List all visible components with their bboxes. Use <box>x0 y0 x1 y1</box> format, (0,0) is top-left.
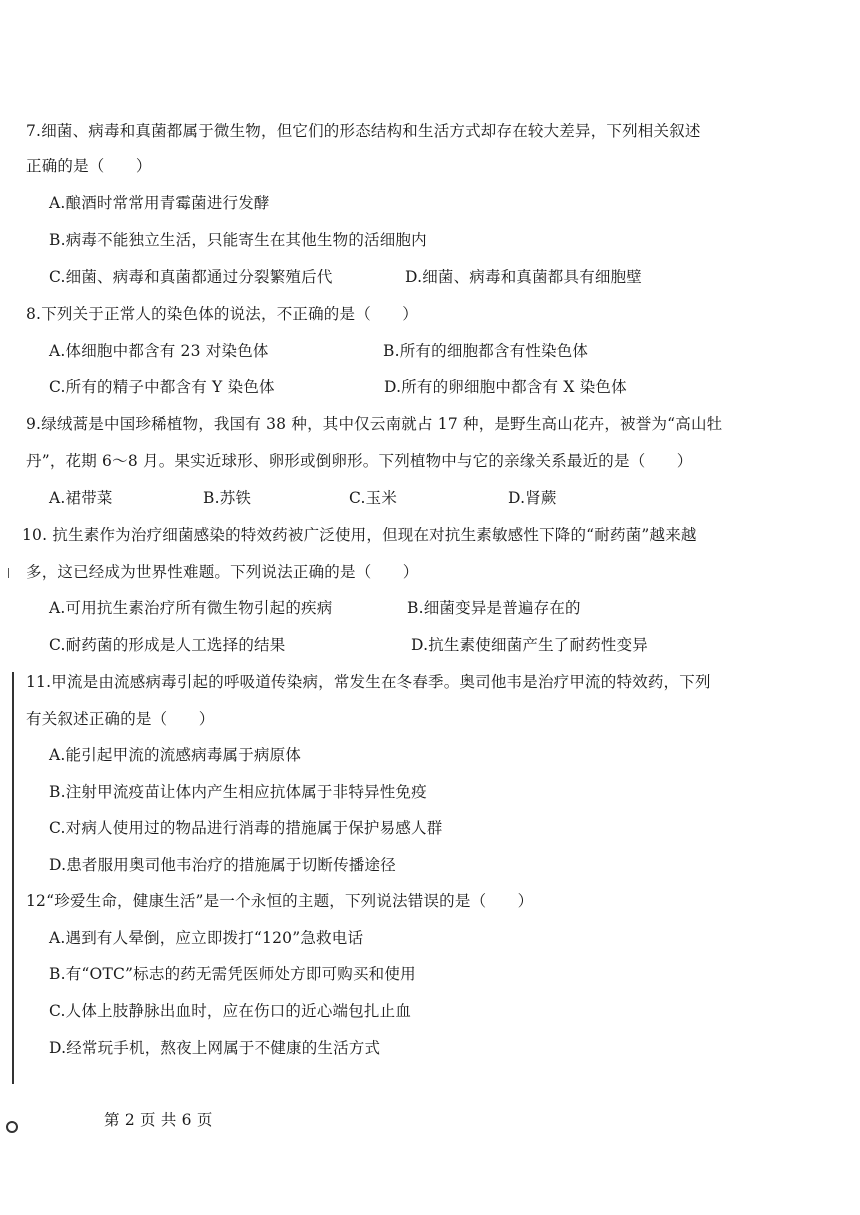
q11-option-d: D.患者服用奥司他韦治疗的措施属于切断传播途径 <box>49 856 396 874</box>
q10-option-c: C.耐药菌的形成是人工选择的结果 <box>49 636 286 654</box>
binding-hole-icon <box>6 1121 18 1133</box>
q7-option-d: D.细菌、病毒和真菌都具有细胞壁 <box>405 268 643 286</box>
q12-option-d: D.经常玩手机，熬夜上网属于不健康的生活方式 <box>49 1039 381 1057</box>
q11-stem-line2: 有关叙述正确的是（ ） <box>26 710 215 728</box>
q9-option-d: D.肾蕨 <box>508 489 557 507</box>
q11-option-b: B.注射甲流疫苗让体内产生相应抗体属于非特异性免疫 <box>49 783 427 801</box>
q8-stem-line1: 8.下列关于正常人的染色体的说法，不正确的是（ ） <box>26 305 418 323</box>
margin-tick-mark <box>8 568 9 578</box>
q9-option-b: B.苏铁 <box>203 489 252 507</box>
q8-option-c: C.所有的精子中都含有 Y 染色体 <box>49 378 275 396</box>
q7-option-a: A.酿酒时常常用青霉菌进行发酵 <box>49 194 270 212</box>
q8-option-a: A.体细胞中都含有 23 对染色体 <box>49 342 269 360</box>
page-number: 第 2 页 共 6 页 <box>104 1111 213 1129</box>
q10-option-a: A.可用抗生素治疗所有微生物引起的疾病 <box>49 599 333 617</box>
q10-stem-line2: 多，这已经成为世界性难题。下列说法正确的是（ ） <box>26 563 419 581</box>
q12-stem-line1: 12“珍爱生命，健康生活”是一个永恒的主题，下列说法错误的是（ ） <box>26 892 534 910</box>
q10-option-b: B.细菌变异是普遍存在的 <box>407 599 581 617</box>
q7-stem-line2: 正确的是（ ） <box>26 157 152 175</box>
q10-stem-line1: 10. 抗生素作为治疗细菌感染的特效药被广泛使用，但现在对抗生素敏感性下降的“耐药菌”越来越 <box>22 526 697 544</box>
q11-option-a: A.能引起甲流的流感病毒属于病原体 <box>49 746 302 764</box>
q11-stem-line1: 11.甲流是由流感病毒引起的呼吸道传染病，常发生在冬春季。奥司他韦是治疗甲流的特效药，下列 <box>26 673 711 691</box>
q9-option-a: A.裙带菜 <box>49 489 113 507</box>
q10-option-d: D.抗生素使细菌产生了耐药性变异 <box>411 636 649 654</box>
margin-binding-line <box>12 672 14 1084</box>
q12-option-a: A.遇到有人晕倒，应立即拨打“120”急救电话 <box>49 929 364 947</box>
q9-option-c: C.玉米 <box>349 489 398 507</box>
q8-option-d: D.所有的卵细胞中都含有 X 染色体 <box>384 378 627 396</box>
q7-stem-line1: 7.细菌、病毒和真菌都属于微生物，但它们的形态结构和生活方式却存在较大差异，下列相关叙述 <box>26 122 701 140</box>
q7-option-c: C.细菌、病毒和真菌都通过分裂繁殖后代 <box>49 268 333 286</box>
q9-stem-line1: 9.绿绒蒿是中国珍稀植物，我国有 38 种，其中仅云南就占 17 种，是野生高山花卉，被誉为“高山牡 <box>26 415 723 433</box>
q12-option-b: B.有“OTC”标志的药无需凭医师处方即可购买和使用 <box>49 965 416 983</box>
q8-option-b: B.所有的细胞都含有性染色体 <box>383 342 589 360</box>
q7-option-b: B.病毒不能独立生活，只能寄生在其他生物的活细胞内 <box>49 231 427 249</box>
q11-option-c: C.对病人使用过的物品进行消毒的措施属于保护易感人群 <box>49 819 443 837</box>
q9-stem-line2: 丹”，花期 6～8 月。果实近球形、卵形或倒卵形。下列植物中与它的亲缘关系最近的是（ ） <box>26 452 693 470</box>
q12-option-c: C.人体上肢静脉出血时，应在伤口的近心端包扎止血 <box>49 1002 412 1020</box>
